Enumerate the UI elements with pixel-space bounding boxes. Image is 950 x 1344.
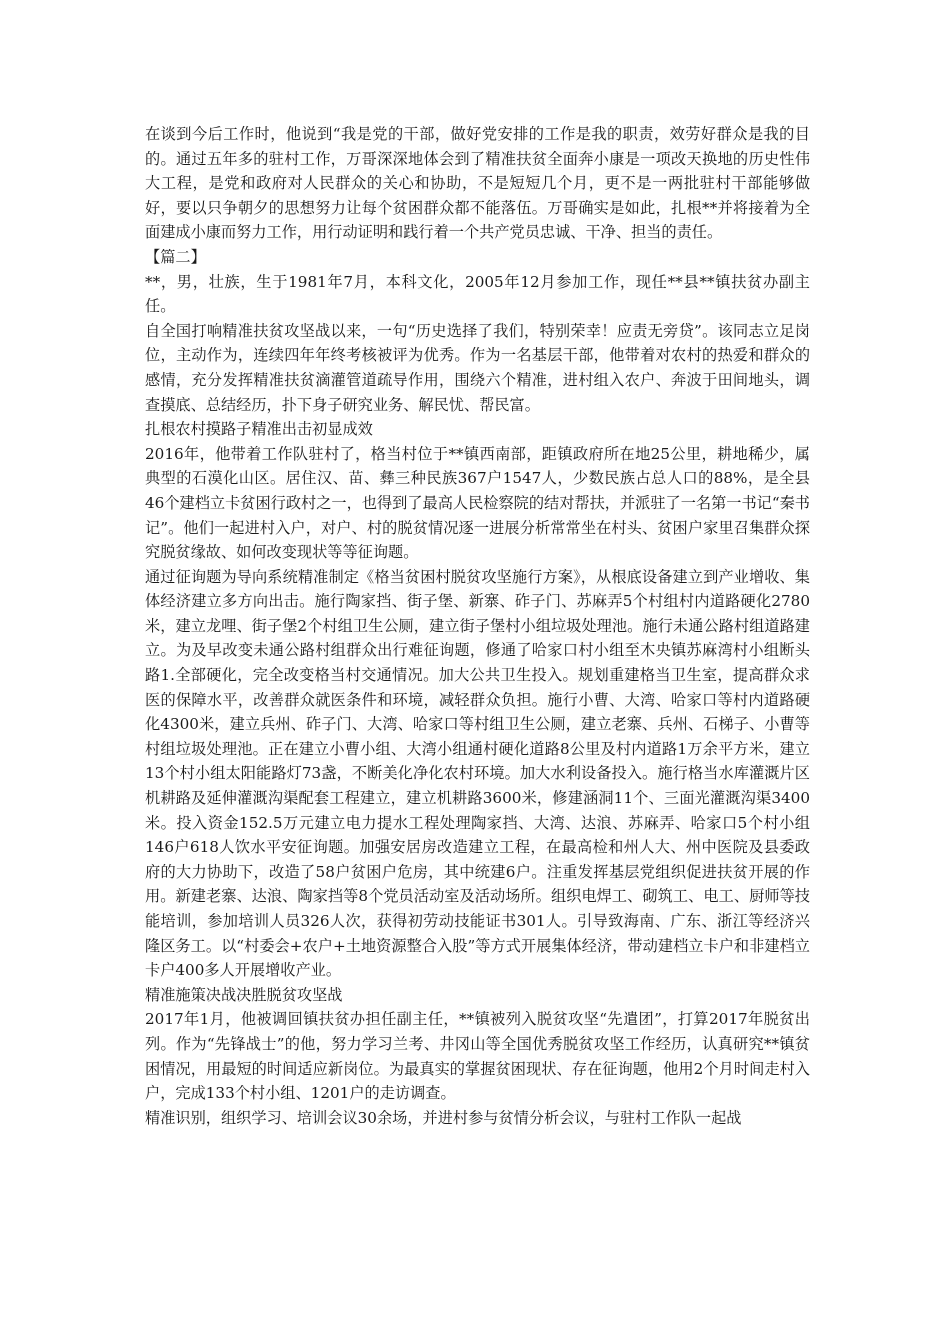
- paragraph-deputy-director: 2017年1月，他被调回镇扶贫办担任副主任，**镇被列入脱贫攻坚“先遣团”，打算2017年脱贫出列。作为“先锋战士”的他，努力学习兰考、井冈山等全国优秀脱贫攻坚工作经历，认真研究**镇贫困情况，用最短的时间适应新岗位。为最真实的掌握贫困现状、存在征询题，他用2个月时间走村入户，完成133个村小组、1201户的走访调查。: [145, 1010, 810, 1103]
- paragraph-profile: **，男，壮族，生于1981年7月，本科文化，2005年12月参加工作，现任**县**镇扶贫办副主任。: [145, 272, 810, 316]
- paragraph-precise-identification: 精准识别，组织学习、培训会议30余场，并进村参与贫情分析会议，与驻村工作队一起战: [145, 1108, 742, 1127]
- paragraph-village-background: 2016年，他带着工作队驻村了，格当村位于**镇西南部，距镇政府所在地25公里，耕地稀少，属典型的石漠化山区。居住汉、苗、彝三种民族367户1547人，少数民族占总人口的88%，是全县46个建档立卡贫困行政村之一，也得到了最高人民检察院的结对帮扶，并派驻了一名第一书记“秦书记”。他们一起进村入户，对户、村的脱贫情况逐一进展分析常常坐在村头、贫困户家里召集群众探究脱贫缘故、如何改变现状等等征询题。: [145, 444, 810, 562]
- section-heading-part-two: 【篇二】: [145, 247, 206, 266]
- paragraph-implementation-plan: 通过征询题为导向系统精准制定《格当贫困村脱贫攻坚施行方案》，从根底设备建立到产业增收、集体经济建立多方向出击。施行陶家挡、街子堡、新寨、砟子门、苏麻弄5个村组村内道路硬化2780米，建立龙哩、街子堡2个村组卫生公厕，建立街子堡村小组垃圾处理池。施行未通公路村组道路建立。为及早改变未通公路村组群众出行难征询题，修通了哈家口村小组至木央镇苏麻湾村小组断头路1.全部硬化，完全改变格当村交通情况。加大公共卫生投入。规划重建格当卫生室，提高群众求医的保障水平，改善群众就医条件和环境，减轻群众负担。施行小曹、大湾、哈家口等村内道路硬化4300米，建立兵州、砟子门、大湾、哈家口等村组卫生公厕，建立老寨、兵州、石梯子、小曹等村组垃圾处理池。正在建立小曹小组、大湾小组通村硬化道路8公里及村内道路1万余平方米，建立13个村小组太阳能路灯73盏，不断美化净化农村环境。加大水利设备投入。施行格当水库灌溉片区机耕路及延伸灌溉沟渠配套工程建立，建立机耕路3600米，修建涵洞11个、三面光灌溉沟渠3400米。投入资金152.5万元建立电力提水工程处理陶家挡、大湾、达浪、苏麻弄、哈家口5个村小组146户618人饮水平安征询题。加强安居房改造建立工程，在最高检和州人大、州中医院及县委政府的大力协助下，改造了58户贫困户危房，其中统建6户。注重发挥基层党组织促进扶贫开展的作用。新建老寨、达浪、陶家挡等8个党员活动室及活动场所。组织电焊工、砌筑工、电工、厨师等技能培训，参加培训人员326人次，获得初劳动技能证书301人。引导致海南、广东、浙江等经济兴隆区务工。以“村委会+农户+土地资源整合入股”等方式开展集体经济，带动建档立卡户和非建档立卡户400多人开展增收产业。: [145, 567, 810, 980]
- paragraph-introduction: 自全国打响精准扶贫攻坚战以来，一句“历史选择了我们，特别荣幸！应责无旁贷”。该同志立足岗位，主动作为，连续四年年终考核被评为优秀。作为一名基层干部，他带着对农村的热爱和群众的感情，充分发挥精准扶贫滴灌管道疏导作用，围绕六个精准，进村组入农户、奔波于田间地头，调查摸底、总结经历，扑下身子研究业务、解民忧、帮民富。: [145, 321, 810, 414]
- subheading-rooted-in-village: 扎根农村摸路子精准出击初显成效: [145, 420, 373, 439]
- subheading-precise-policies: 精准施策决战决胜脱贫攻坚战: [145, 985, 343, 1004]
- paragraph-closing-remarks: 在谈到今后工作时，他说到“我是党的干部，做好党安排的工作是我的职责，效劳好群众是我的目的。通过五年多的驻村工作，万哥深深地体会到了精准扶贫全面奔小康是一项改天换地的历史性伟大工程，是党和政府对人民群众的关心和协助，不是短短几个月，更不是一两批驻村干部能够做好，要以只争朝夕的思想努力让每个贫困群众都不能落伍。万哥确实是如此，扎根**并将接着为全面建成小康而努力工作，用行动证明和践行着一个共产党员忠诚、干净、担当的责任。: [145, 125, 810, 242]
- document-body: [145, 122, 810, 1130]
